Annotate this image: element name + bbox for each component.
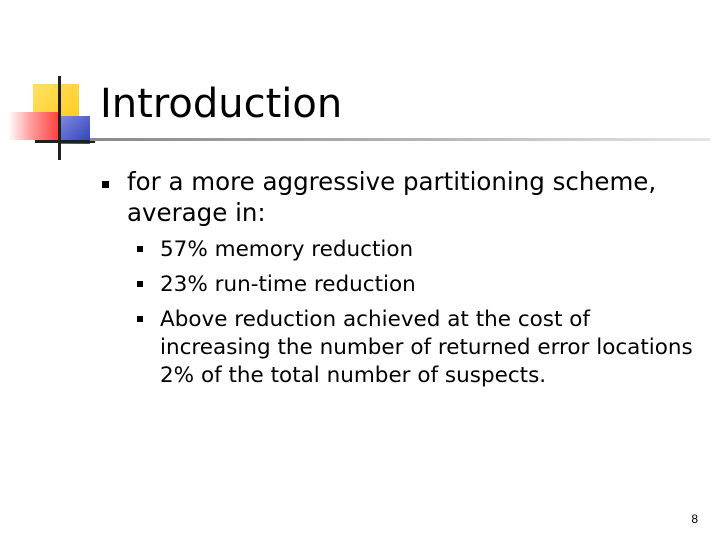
title-underline — [90, 138, 710, 141]
sub-bullet-text: 57% memory reduction — [160, 237, 414, 262]
vertical-line — [58, 76, 61, 160]
sub-bullet-marker — [137, 316, 143, 322]
red-bar — [8, 112, 60, 140]
slide-title: Introduction — [100, 81, 343, 127]
sub-bullet-marker — [137, 281, 143, 287]
bullet-marker — [102, 181, 109, 188]
page-number: 8 — [691, 512, 698, 526]
horizontal-line — [35, 140, 95, 143]
sub-bullet-text: Above reduction achieved at the cost of increasing the number of returned error locations 2% of the total number of suspects. — [160, 307, 693, 388]
title-decoration — [0, 0, 110, 170]
bullet-text: for a more aggressive partitioning scheme, average in: — [127, 167, 657, 227]
sub-bullet-marker — [137, 246, 143, 252]
sub-bullet-text: 23% run-time reduction — [160, 272, 416, 297]
blue-square — [60, 116, 90, 144]
